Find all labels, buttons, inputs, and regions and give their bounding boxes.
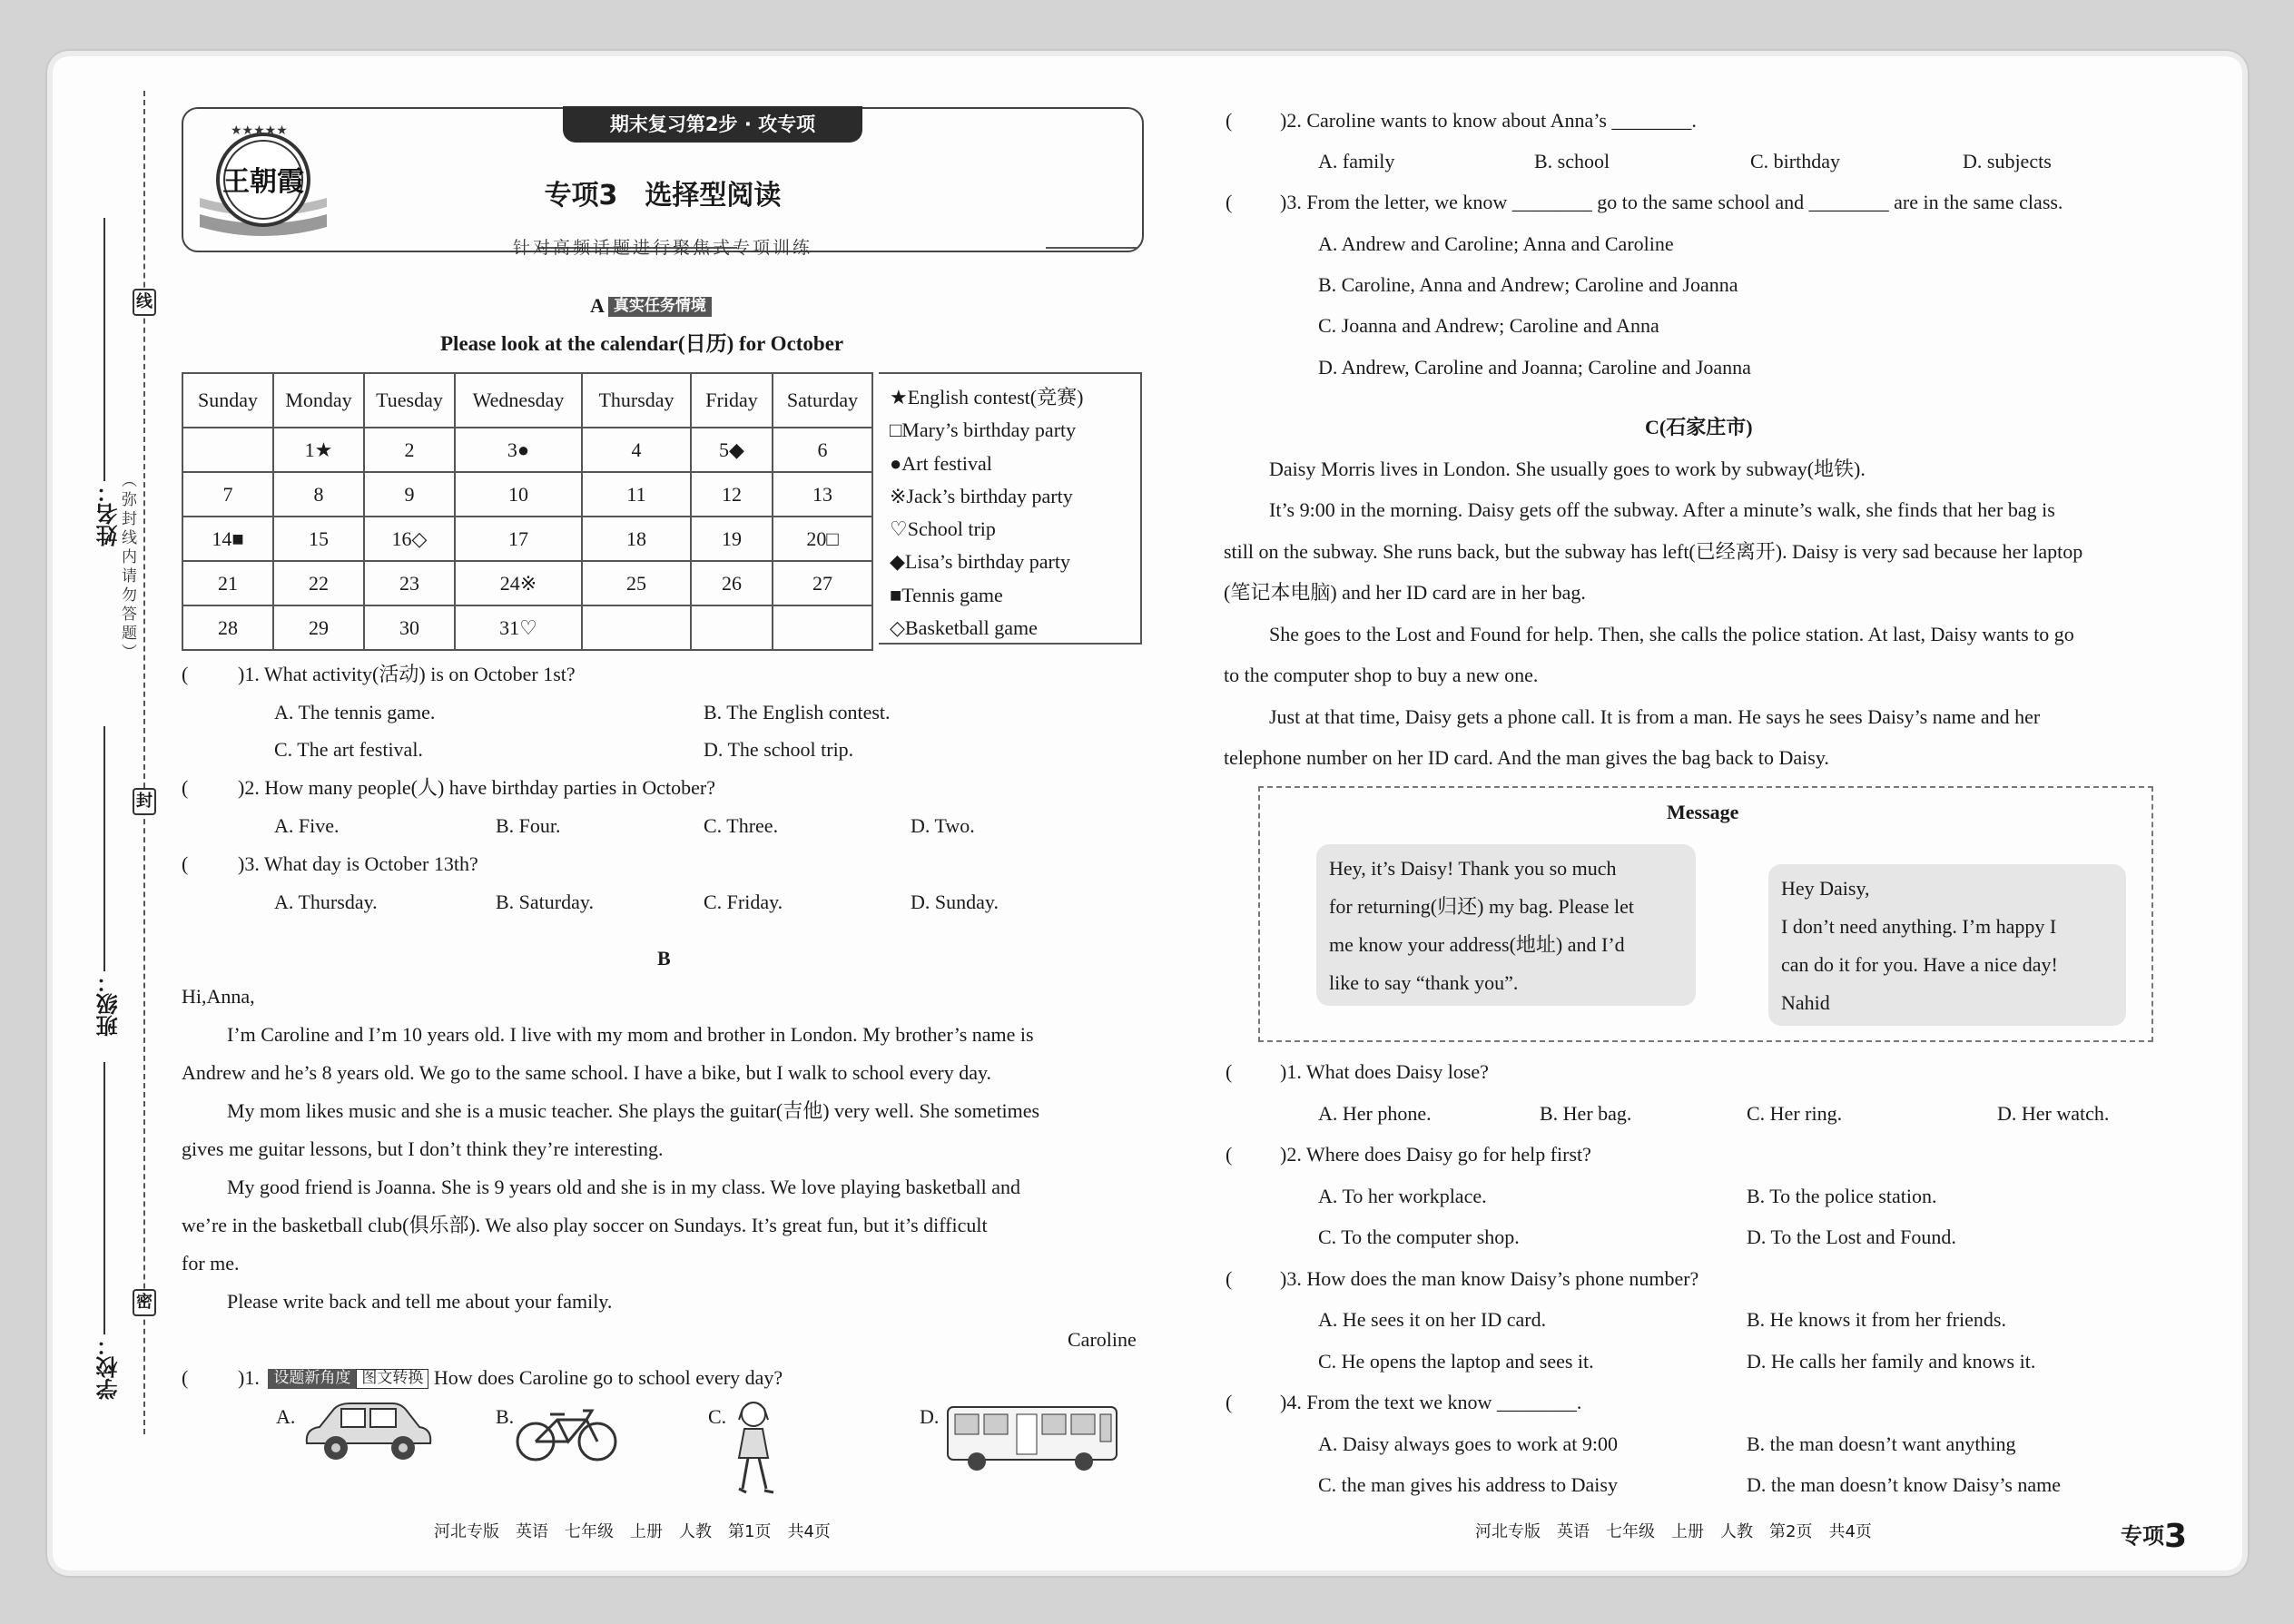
badge-label: 专项 bbox=[2121, 1523, 2164, 1549]
header-tab: 期末复习第2步 · 攻专项 bbox=[563, 106, 862, 143]
seal-note: （弥封线内请勿答题） bbox=[118, 472, 136, 663]
class-label: 班级： bbox=[96, 971, 122, 1037]
option[interactable]: A. family bbox=[1318, 150, 1395, 172]
legend-item: ※Jack’s birthday party bbox=[890, 484, 1073, 507]
message-box bbox=[1258, 786, 2153, 1042]
question-c4: )4. From the text we know ________. bbox=[1280, 1391, 1582, 1413]
option[interactable]: B. Saturday. bbox=[496, 891, 594, 913]
legend-item: ◇Basketball game bbox=[890, 616, 1038, 640]
tag-image-text: 图文转换 bbox=[356, 1369, 428, 1389]
question-a3: )3. What day is October 13th? bbox=[238, 852, 478, 875]
binding-strip bbox=[84, 91, 165, 1434]
option[interactable]: B. the man doesn’t want anything bbox=[1747, 1432, 2016, 1455]
message-title: Message bbox=[1667, 801, 1739, 823]
passage-line: (笔记本电脑) and her ID card are in her bag. bbox=[1224, 581, 1586, 604]
day-header: Monday bbox=[273, 373, 364, 428]
question-c2: )2. Where does Daisy go for help first? bbox=[1280, 1143, 1591, 1166]
calendar-cell: 15 bbox=[273, 517, 364, 561]
answer-paren[interactable]: ( bbox=[1226, 191, 1233, 213]
calendar-cell: 31♡ bbox=[455, 605, 582, 650]
day-header: Thursday bbox=[582, 373, 691, 428]
section-b-label: B bbox=[657, 947, 671, 969]
option[interactable]: C. the man gives his address to Daisy bbox=[1318, 1473, 1618, 1496]
answer-paren[interactable]: ( bbox=[182, 852, 189, 875]
bike-icon[interactable] bbox=[514, 1402, 619, 1463]
calendar-cell: 28 bbox=[182, 605, 273, 650]
option[interactable]: D. Her watch. bbox=[1997, 1102, 2110, 1125]
answer-paren[interactable]: ( bbox=[1226, 1060, 1233, 1083]
bubble-line: me know your address(地址) and I’d bbox=[1329, 933, 1625, 956]
calendar-cell: 30 bbox=[364, 605, 455, 650]
option[interactable]: D. The school trip. bbox=[704, 738, 854, 761]
option[interactable]: A. Daisy always goes to work at 9:00 bbox=[1318, 1432, 1618, 1455]
letter-line: for me. bbox=[182, 1252, 240, 1275]
calendar-cell: 9 bbox=[364, 472, 455, 517]
question-c3: )3. How does the man know Daisy’s phone number? bbox=[1280, 1267, 1699, 1290]
calendar-cell: 11 bbox=[582, 472, 691, 517]
message-bubble-daisy bbox=[1316, 844, 1696, 1006]
bubble-line: Nahid bbox=[1781, 991, 1830, 1014]
seal-char-xian: 线 bbox=[133, 289, 156, 316]
calendar-cell: 24※ bbox=[455, 561, 582, 605]
option-letter[interactable]: B. bbox=[496, 1405, 515, 1428]
letter-line: My mom likes music and she is a music teacher. She plays the guitar(吉他) very well. She sometimes bbox=[227, 1099, 1040, 1122]
section-badge bbox=[2121, 1518, 2187, 1555]
question-b1 bbox=[238, 1366, 783, 1389]
answer-paren[interactable]: ( bbox=[1226, 1267, 1233, 1290]
calendar-cell: 12 bbox=[691, 472, 773, 517]
calendar-cell: 1★ bbox=[273, 428, 364, 472]
page-title: 专项3 选择型阅读 bbox=[544, 180, 782, 212]
name-write-line bbox=[103, 218, 105, 481]
option[interactable]: B. To the police station. bbox=[1747, 1185, 1937, 1207]
calendar-cell bbox=[691, 605, 773, 650]
question-b1-num: )1. bbox=[238, 1366, 260, 1389]
bubble-line: Hey, it’s Daisy! Thank you so much bbox=[1329, 857, 1617, 880]
calendar-cell: 25 bbox=[582, 561, 691, 605]
seal-char-feng: 封 bbox=[133, 788, 156, 815]
option[interactable]: A. Her phone. bbox=[1318, 1102, 1432, 1125]
option[interactable]: D. To the Lost and Found. bbox=[1747, 1225, 1956, 1248]
calendar-cell: 8 bbox=[273, 472, 364, 517]
section-a-label: A bbox=[590, 294, 605, 317]
passage-line: still on the subway. She runs back, but the subway has left(已经离开). Daisy is very sad because her laptop bbox=[1224, 540, 2083, 563]
day-header: Saturday bbox=[773, 373, 872, 428]
calendar-cell: 17 bbox=[455, 517, 582, 561]
header-box bbox=[182, 107, 1144, 258]
badge-number: 3 bbox=[2164, 1518, 2188, 1555]
svg-text:★★★★★: ★★★★★ bbox=[231, 124, 288, 138]
calendar-cell: 29 bbox=[273, 605, 364, 650]
seal-char-mi: 密 bbox=[133, 1289, 156, 1316]
option[interactable]: C. Friday. bbox=[704, 891, 783, 913]
calendar-title: Please look at the calendar(日历) for October bbox=[440, 332, 844, 355]
option[interactable]: B. Caroline, Anna and Andrew; Caroline and Joanna bbox=[1318, 273, 1738, 296]
bubble-line: for returning(归还) my bag. Please let bbox=[1329, 895, 1635, 918]
letter-signature: Caroline bbox=[1068, 1328, 1137, 1351]
option[interactable]: D. subjects bbox=[1963, 150, 2052, 172]
calendar-cell: 20□ bbox=[773, 517, 872, 561]
passage-line: telephone number on her ID card. And the man gives the bag back to Daisy. bbox=[1224, 746, 1829, 769]
subtitle-rule-right bbox=[1046, 247, 1137, 249]
day-header: Tuesday bbox=[364, 373, 455, 428]
class-write-line bbox=[103, 726, 105, 971]
bubble-line: can do it for you. Have a nice day! bbox=[1781, 953, 2058, 976]
section-a-tag: 真实任务情境 bbox=[608, 297, 712, 317]
calendar-cell bbox=[182, 428, 273, 472]
message-bubble-nahid bbox=[1768, 864, 2126, 1026]
calendar-cell: 27 bbox=[773, 561, 872, 605]
letter-line: I’m Caroline and I’m 10 years old. I live with my mom and brother in London. My brother’s name is bbox=[227, 1023, 1034, 1046]
footer-right: 河北专版 英语 七年级 上册 人教 第2页 共4页 bbox=[1475, 1522, 1872, 1541]
question-b3: )3. From the letter, we know ________ go to the same school and ________ are in the same class. bbox=[1280, 191, 2063, 213]
tag-new-angle: 设题新角度 bbox=[268, 1369, 356, 1389]
day-header: Friday bbox=[691, 373, 773, 428]
footer-left: 河北专版 英语 七年级 上册 人教 第1页 共4页 bbox=[434, 1522, 831, 1541]
section-a-heading bbox=[590, 294, 712, 317]
letter-line: gives me guitar lessons, but I don’t think they’re interesting. bbox=[182, 1137, 664, 1160]
letter-line: My good friend is Joanna. She is 9 years old and she is in my class. We love playing basketball and bbox=[227, 1176, 1021, 1198]
calendar-cell: 13 bbox=[773, 472, 872, 517]
answer-paren[interactable]: ( bbox=[1226, 1391, 1233, 1413]
calendar-cell: 21 bbox=[182, 561, 273, 605]
october-calendar bbox=[182, 372, 873, 651]
option[interactable]: C. To the computer shop. bbox=[1318, 1225, 1520, 1248]
question-b2: )2. Caroline wants to know about Anna’s ________. bbox=[1280, 109, 1697, 132]
calendar-cell: 16◇ bbox=[364, 517, 455, 561]
option[interactable]: C. Her ring. bbox=[1747, 1102, 1843, 1125]
question-c1: )1. What does Daisy lose? bbox=[1280, 1060, 1489, 1083]
calendar-cell: 4 bbox=[582, 428, 691, 472]
option[interactable]: A. Andrew and Caroline; Anna and Caroline bbox=[1318, 232, 1674, 255]
option[interactable]: C. He opens the laptop and sees it. bbox=[1318, 1350, 1594, 1373]
question-a2: )2. How many people(人) have birthday parties in October? bbox=[238, 776, 715, 799]
passage-line: Just at that time, Daisy gets a phone call. It is from a man. He says he sees Daisy’s name and her bbox=[1269, 705, 2041, 728]
calendar-cell: 6 bbox=[773, 428, 872, 472]
option-letter[interactable]: C. bbox=[708, 1405, 727, 1428]
day-header: Wednesday bbox=[455, 373, 582, 428]
passage-line: Daisy Morris lives in London. She usually goes to work by subway(地铁). bbox=[1269, 458, 1866, 480]
option-letter[interactable]: A. bbox=[276, 1405, 296, 1428]
option[interactable]: A. Five. bbox=[274, 814, 340, 837]
walking-girl-icon[interactable] bbox=[726, 1398, 781, 1500]
school-write-line bbox=[103, 1062, 105, 1334]
option[interactable]: C. Three. bbox=[704, 814, 779, 837]
answer-paren[interactable]: ( bbox=[182, 663, 189, 685]
answer-paren[interactable]: ( bbox=[1226, 109, 1233, 132]
calendar-cell: 7 bbox=[182, 472, 273, 517]
option[interactable]: B. The English contest. bbox=[704, 701, 891, 723]
passage-line: It’s 9:00 in the morning. Daisy gets off the subway. After a minute’s walk, she finds that her bag is bbox=[1269, 498, 2055, 521]
answer-paren[interactable]: ( bbox=[182, 776, 189, 799]
bubble-line: I don’t need anything. I’m happy I bbox=[1781, 915, 2057, 938]
letter-line: we’re in the basketball club(俱乐部). We also play soccer on Sundays. It’s great fun, but it’s difficult bbox=[182, 1214, 988, 1236]
option[interactable]: A. He sees it on her ID card. bbox=[1318, 1308, 1547, 1331]
answer-paren[interactable]: ( bbox=[1226, 1143, 1233, 1166]
option[interactable]: D. He calls her family and knows it. bbox=[1747, 1350, 2036, 1373]
car-icon[interactable] bbox=[300, 1398, 436, 1465]
option[interactable]: A. The tennis game. bbox=[274, 701, 436, 723]
letter-line: Please write back and tell me about your family. bbox=[227, 1290, 613, 1313]
passage-line: to the computer shop to buy a new one. bbox=[1224, 664, 1539, 686]
legend-item: ◆Lisa’s birthday party bbox=[890, 550, 1070, 574]
legend-item: ★English contest(竞赛) bbox=[890, 386, 1084, 408]
option[interactable]: B. school bbox=[1534, 150, 1610, 172]
letter-greeting: Hi,Anna, bbox=[182, 985, 255, 1008]
section-c-label: C(石家庄市) bbox=[1645, 416, 1753, 438]
bus-icon[interactable] bbox=[944, 1402, 1126, 1472]
legend-item: ♡School trip bbox=[890, 517, 996, 541]
option[interactable]: D. the man doesn’t know Daisy’s name bbox=[1747, 1473, 2062, 1496]
option[interactable]: C. birthday bbox=[1750, 150, 1840, 172]
page-subtitle: 针对高频话题进行聚焦式专项训练 bbox=[512, 238, 812, 258]
option[interactable]: D. Two. bbox=[911, 814, 975, 837]
calendar-cell: 22 bbox=[273, 561, 364, 605]
legend-item: ●Art festival bbox=[890, 451, 992, 475]
calendar-cell: 2 bbox=[364, 428, 455, 472]
option[interactable]: C. The art festival. bbox=[274, 738, 423, 761]
calendar-cell: 23 bbox=[364, 561, 455, 605]
passage-line: She goes to the Lost and Found for help. Then, she calls the police station. At last, Daisy wants to go bbox=[1269, 623, 2074, 645]
calendar-cell bbox=[773, 605, 872, 650]
day-header: Sunday bbox=[182, 373, 273, 428]
logo-text: 王朝霞 bbox=[222, 166, 304, 198]
calendar-cell: 5◆ bbox=[691, 428, 773, 472]
calendar-cell: 19 bbox=[691, 517, 773, 561]
question-b1-text: How does Caroline go to school every day? bbox=[433, 1366, 783, 1389]
calendar-cell: 14■ bbox=[182, 517, 273, 561]
question-a1: )1. What activity(活动) is on October 1st? bbox=[238, 663, 576, 685]
calendar-cell bbox=[582, 605, 691, 650]
calendar-cell: 10 bbox=[455, 472, 582, 517]
name-label: 姓名： bbox=[96, 481, 122, 546]
option[interactable]: B. He knows it from her friends. bbox=[1747, 1308, 2006, 1331]
answer-paren[interactable]: ( bbox=[182, 1366, 189, 1389]
option[interactable]: B. Her bag. bbox=[1540, 1102, 1632, 1125]
calendar-cell: 18 bbox=[582, 517, 691, 561]
option[interactable]: B. Four. bbox=[496, 814, 561, 837]
option[interactable]: C. Joanna and Andrew; Caroline and Anna bbox=[1318, 314, 1659, 337]
option[interactable]: A. Thursday. bbox=[274, 891, 378, 913]
option[interactable]: D. Sunday. bbox=[911, 891, 999, 913]
school-label: 学校： bbox=[96, 1334, 122, 1400]
calendar-cell: 3● bbox=[455, 428, 582, 472]
letter-line: Andrew and he’s 8 years old. We go to the same school. I have a bike, but I walk to school every day. bbox=[182, 1061, 992, 1084]
calendar-legend bbox=[879, 372, 1142, 645]
option[interactable]: A. To her workplace. bbox=[1318, 1185, 1487, 1207]
bubble-line: like to say “thank you”. bbox=[1329, 971, 1519, 994]
legend-item: □Mary’s birthday party bbox=[890, 418, 1077, 442]
legend-item: ■Tennis game bbox=[890, 583, 1003, 606]
option[interactable]: D. Andrew, Caroline and Joanna; Caroline and Joanna bbox=[1318, 356, 1751, 379]
bubble-line: Hey Daisy, bbox=[1781, 877, 1870, 900]
calendar-cell: 26 bbox=[691, 561, 773, 605]
option-letter[interactable]: D. bbox=[920, 1405, 940, 1428]
